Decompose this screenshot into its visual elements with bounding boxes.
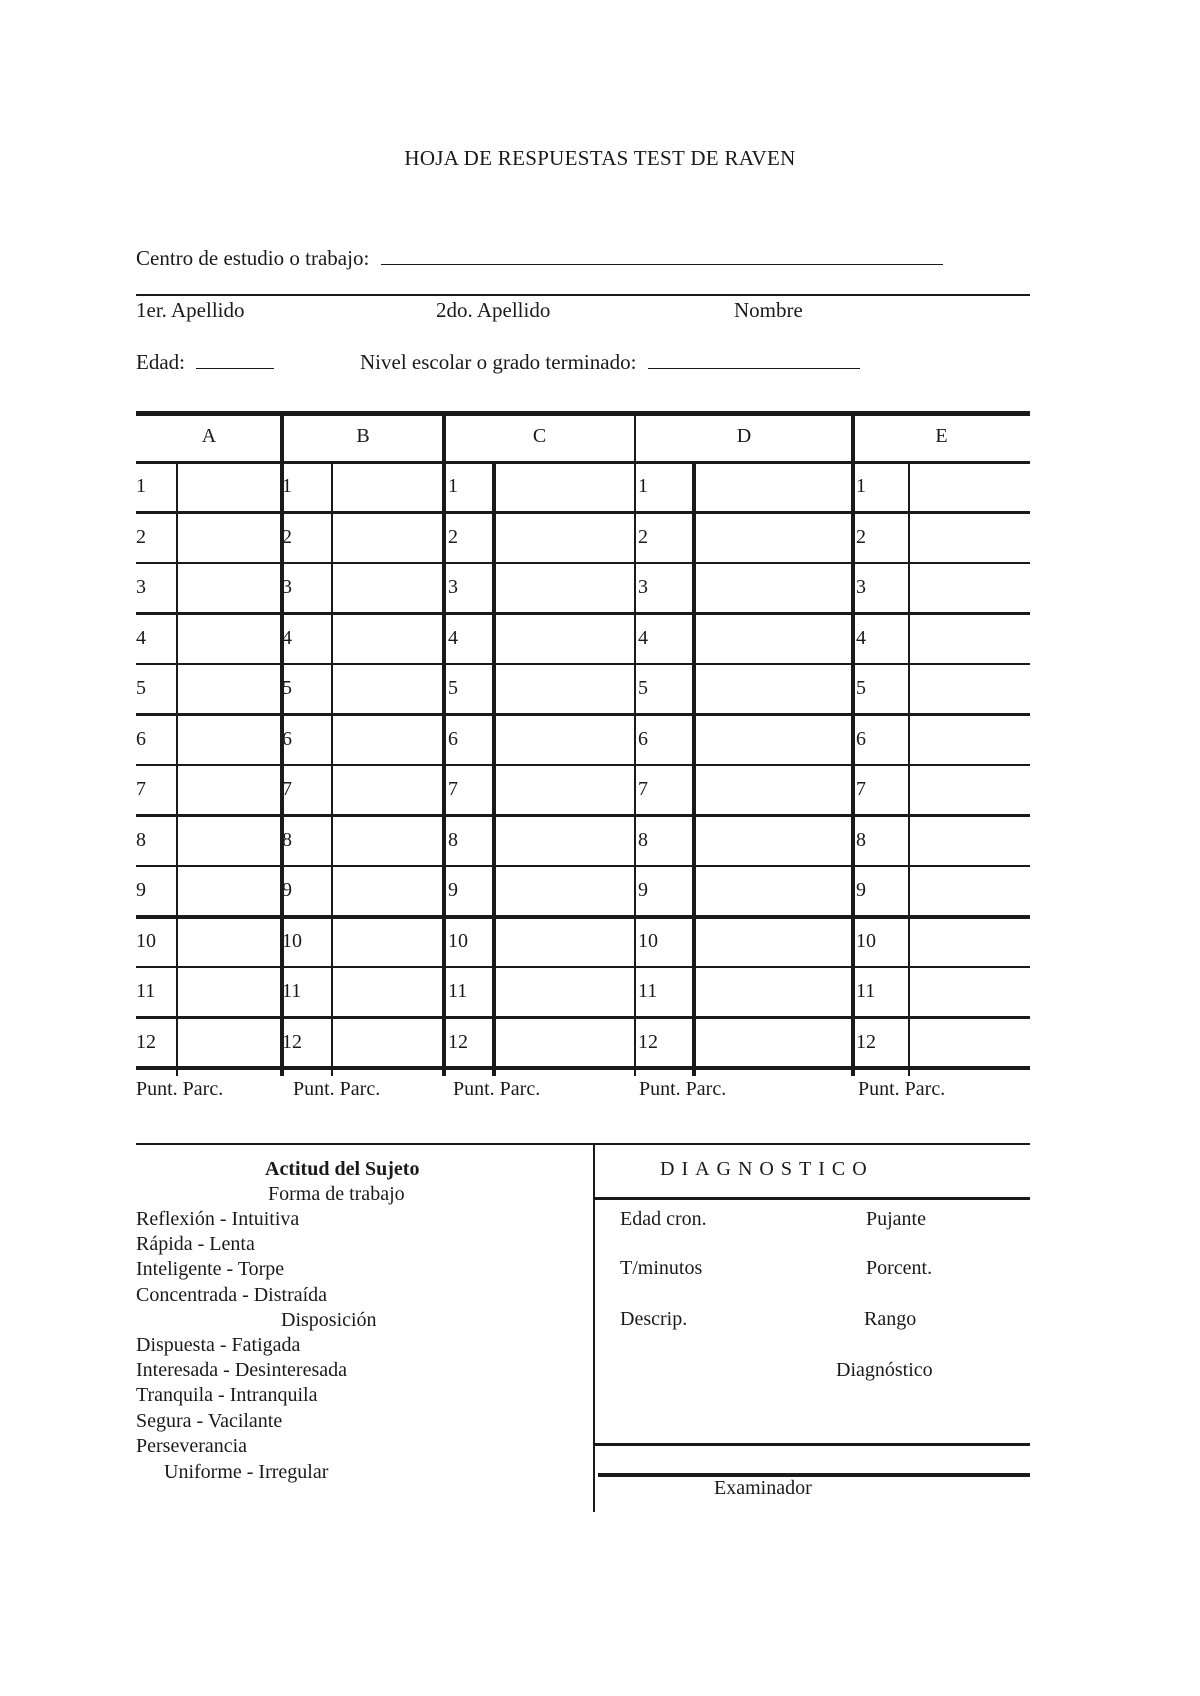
punt-parc-label: Punt. Parc. [858, 1078, 946, 1100]
rango-label: Rango [864, 1308, 917, 1330]
answer-cell-c[interactable] [497, 668, 630, 711]
row-number: 6 [136, 727, 146, 750]
row-number: 10 [136, 929, 156, 952]
row-number: 3 [136, 576, 146, 598]
apellido2-label: 2do. Apellido [436, 298, 551, 322]
grid-row-line [136, 915, 1030, 919]
row-number: 11 [448, 980, 468, 1002]
diagnostico-title: DIAGNOSTICO [660, 1158, 874, 1180]
row-number: 1 [448, 475, 458, 497]
grid-number-separator [492, 462, 496, 1076]
answer-cell-a[interactable] [181, 769, 277, 812]
answer-cell-e[interactable] [913, 769, 1025, 812]
centro-blank[interactable] [381, 246, 943, 265]
punt-parc-label: Punt. Parc. [453, 1078, 541, 1100]
punt-parc-label: Punt. Parc. [136, 1078, 224, 1100]
perseverancia-item: Uniforme - Irregular [164, 1461, 329, 1483]
answer-cell-a[interactable] [181, 971, 277, 1014]
name-blank-line[interactable] [136, 294, 1030, 296]
grid-number-separator [331, 462, 333, 1076]
answer-cell-e[interactable] [913, 567, 1025, 610]
porcent-label: Porcent. [866, 1257, 933, 1279]
answer-cell-b[interactable] [336, 668, 439, 711]
row-number: 9 [282, 879, 292, 901]
answer-cell-e[interactable] [913, 668, 1025, 711]
grid-row-line [136, 562, 1030, 565]
row-number: 6 [638, 727, 648, 750]
answer-cell-e[interactable] [913, 820, 1025, 863]
grid-row-line [136, 461, 1030, 464]
answer-cell-b[interactable] [336, 971, 439, 1014]
row-number: 2 [136, 525, 146, 548]
row-number: 8 [282, 828, 292, 851]
answer-cell-b[interactable] [336, 466, 439, 509]
answer-cell-a[interactable] [181, 719, 277, 762]
centro-label: Centro de estudio o trabajo: [136, 246, 370, 270]
row-number: 10 [448, 929, 468, 952]
answer-cell-c[interactable] [497, 567, 630, 610]
row-number: 1 [282, 475, 292, 497]
row-number: 12 [282, 1030, 302, 1053]
answer-cell-c[interactable] [497, 466, 630, 509]
examinador-label: Examinador [714, 1477, 812, 1499]
answer-cell-d[interactable] [697, 668, 848, 711]
answer-cell-a[interactable] [181, 870, 277, 913]
answer-cell-b[interactable] [336, 820, 439, 863]
row-number: 9 [638, 879, 648, 901]
disposicion-heading: Disposición [281, 1309, 377, 1331]
disposicion-item: Dispuesta - Fatigada [136, 1334, 301, 1356]
answer-cell-a[interactable] [181, 517, 277, 560]
grid-row-line [136, 814, 1030, 817]
row-number: 12 [136, 1030, 156, 1053]
grid-group-divider [634, 411, 636, 1076]
answer-cell-c[interactable] [497, 719, 630, 762]
grid-row-line [136, 663, 1030, 666]
row-number: 4 [856, 626, 866, 649]
answer-cell-b[interactable] [336, 618, 439, 661]
row-number: 11 [856, 980, 876, 1002]
answer-cell-c[interactable] [497, 921, 630, 964]
row-number: 9 [136, 879, 146, 901]
answer-cell-c[interactable] [497, 769, 630, 812]
answer-cell-d[interactable] [697, 921, 848, 964]
forma-item: Reflexión - Intuitiva [136, 1208, 300, 1230]
grid-number-separator [692, 462, 696, 1076]
answer-cell-a[interactable] [181, 820, 277, 863]
answer-grid [136, 411, 1030, 1100]
nombre-label: Nombre [734, 298, 803, 322]
row-number: 7 [448, 778, 458, 800]
forma-item: Concentrada - Distraída [136, 1284, 328, 1306]
answer-cell-d[interactable] [697, 769, 848, 812]
disposicion-item: Interesada - Desinteresada [136, 1359, 347, 1381]
row-number: 7 [136, 778, 146, 800]
nivel-blank[interactable] [648, 350, 860, 369]
grid-row-line [136, 511, 1030, 514]
answer-cell-d[interactable] [697, 618, 848, 661]
answer-cell-a[interactable] [181, 921, 277, 964]
diagnostico-label: Diagnóstico [836, 1359, 933, 1381]
answer-cell-e[interactable] [913, 618, 1025, 661]
grid-group-divider [851, 411, 855, 1076]
row-number: 10 [282, 929, 302, 952]
edad-field[interactable] [136, 350, 274, 375]
row-number: 8 [448, 828, 458, 851]
row-number: 1 [136, 475, 146, 497]
row-number: 3 [282, 576, 292, 598]
diagnostico-bottom-rule [595, 1443, 1030, 1446]
centro-field[interactable] [136, 246, 943, 271]
grid-row-line [136, 1016, 1030, 1019]
forma-heading: Forma de trabajo [268, 1183, 405, 1205]
row-number: 5 [856, 677, 866, 699]
page-title: HOJA DE RESPUESTAS TEST DE RAVEN [404, 146, 796, 170]
apellido1-label: 1er. Apellido [136, 298, 245, 322]
answer-cell-b[interactable] [336, 567, 439, 610]
grid-row-line [136, 966, 1030, 969]
row-number: 9 [448, 879, 458, 901]
row-number: 12 [856, 1030, 876, 1053]
column-header-b: B [356, 425, 370, 447]
answer-cell-e[interactable] [913, 517, 1025, 560]
grid-row-line [136, 713, 1030, 716]
answer-cell-d[interactable] [697, 820, 848, 863]
answer-cell-c[interactable] [497, 618, 630, 661]
answer-cell-e[interactable] [913, 466, 1025, 509]
grid-row-line [136, 865, 1030, 868]
answer-cell-b[interactable] [336, 1022, 439, 1065]
answer-cell-b[interactable] [336, 719, 439, 762]
edad-label: Edad: [136, 350, 185, 374]
perseverancia-heading: Perseverancia [136, 1435, 248, 1457]
column-header-d: D [736, 425, 752, 447]
row-number: 10 [638, 929, 658, 952]
row-number: 2 [638, 525, 648, 548]
row-number: 4 [282, 626, 292, 649]
answer-cell-b[interactable] [336, 921, 439, 964]
row-number: 1 [638, 475, 648, 497]
disposicion-item: Tranquila - Intranquila [136, 1384, 318, 1406]
answer-cell-e[interactable] [913, 921, 1025, 964]
actitud-title: Actitud del Sujeto [265, 1158, 420, 1180]
row-number: 5 [282, 677, 292, 699]
row-number: 8 [136, 828, 146, 851]
row-number: 5 [136, 677, 146, 699]
row-number: 2 [856, 525, 866, 548]
bottom-top-rule [136, 1143, 1030, 1145]
row-number: 11 [136, 980, 156, 1002]
answer-cell-c[interactable] [497, 820, 630, 863]
grid-row-line [136, 612, 1030, 615]
disposicion-item: Segura - Vacilante [136, 1410, 283, 1432]
descrip-label: Descrip. [620, 1308, 688, 1330]
forma-item: Rápida - Lenta [136, 1233, 255, 1255]
row-number: 12 [638, 1030, 658, 1053]
t-minutos-label: T/minutos [620, 1257, 703, 1279]
answer-cell-e[interactable] [913, 1022, 1025, 1065]
answer-cell-a[interactable] [181, 567, 277, 610]
row-number: 10 [856, 929, 876, 952]
row-number: 8 [638, 828, 648, 851]
answer-cell-d[interactable] [697, 567, 848, 610]
answer-cell-d[interactable] [697, 971, 848, 1014]
edad-cron-label: Edad cron. [620, 1208, 707, 1230]
row-number: 12 [448, 1030, 468, 1053]
grid-group-divider [442, 411, 446, 1076]
row-number: 3 [638, 576, 648, 598]
row-number: 6 [282, 727, 292, 750]
nivel-label: Nivel escolar o grado terminado: [360, 350, 637, 374]
row-number: 11 [282, 980, 302, 1002]
row-number: 9 [856, 879, 866, 901]
grid-number-separator [908, 462, 910, 1076]
grid-top-rule [136, 411, 1030, 416]
column-header-e: E [935, 425, 948, 447]
row-number: 6 [448, 727, 458, 750]
column-header-c: C [532, 425, 547, 447]
grid-row-line [136, 764, 1030, 767]
row-number: 2 [282, 525, 292, 548]
answer-cell-e[interactable] [913, 870, 1025, 913]
examinador-rule[interactable] [598, 1473, 1030, 1477]
grid-row-line [136, 1066, 1030, 1070]
row-number: 4 [136, 626, 146, 649]
row-number: 7 [638, 778, 648, 800]
answer-cell-a[interactable] [181, 618, 277, 661]
row-number: 3 [448, 576, 458, 598]
row-number: 1 [856, 475, 866, 497]
answer-cell-d[interactable] [697, 517, 848, 560]
answer-cell-c[interactable] [497, 870, 630, 913]
answer-cell-e[interactable] [913, 971, 1025, 1014]
answer-cell-a[interactable] [181, 1022, 277, 1065]
column-header-a: A [201, 425, 217, 447]
row-number: 11 [638, 980, 658, 1002]
row-number: 8 [856, 828, 866, 851]
row-number: 7 [856, 778, 866, 800]
grid-number-separator [176, 462, 178, 1076]
nivel-field[interactable] [360, 350, 860, 375]
answer-cell-d[interactable] [697, 466, 848, 509]
row-number: 6 [856, 727, 866, 750]
answer-cell-a[interactable] [181, 466, 277, 509]
answer-cell-d[interactable] [697, 1022, 848, 1065]
answer-cell-c[interactable] [497, 1022, 630, 1065]
row-number: 2 [448, 525, 458, 548]
answer-cell-b[interactable] [336, 870, 439, 913]
row-number: 5 [448, 677, 458, 699]
punt-parc-label: Punt. Parc. [293, 1078, 381, 1100]
answer-cell-c[interactable] [497, 517, 630, 560]
row-number: 4 [448, 626, 458, 649]
pujante-label: Pujante [866, 1208, 926, 1230]
answer-cell-b[interactable] [336, 517, 439, 560]
forma-item: Inteligente - Torpe [136, 1258, 285, 1280]
punt-parc-label: Punt. Parc. [639, 1078, 727, 1100]
row-number: 3 [856, 576, 866, 598]
answer-cell-b[interactable] [336, 769, 439, 812]
answer-cell-c[interactable] [497, 971, 630, 1014]
answer-cell-e[interactable] [913, 719, 1025, 762]
edad-blank[interactable] [196, 350, 274, 369]
diagnostico-rule [595, 1197, 1030, 1200]
row-number: 7 [282, 778, 292, 800]
row-number: 4 [638, 626, 648, 649]
answer-cell-d[interactable] [697, 719, 848, 762]
answer-cell-d[interactable] [697, 870, 848, 913]
answer-cell-a[interactable] [181, 668, 277, 711]
row-number: 5 [638, 677, 648, 699]
